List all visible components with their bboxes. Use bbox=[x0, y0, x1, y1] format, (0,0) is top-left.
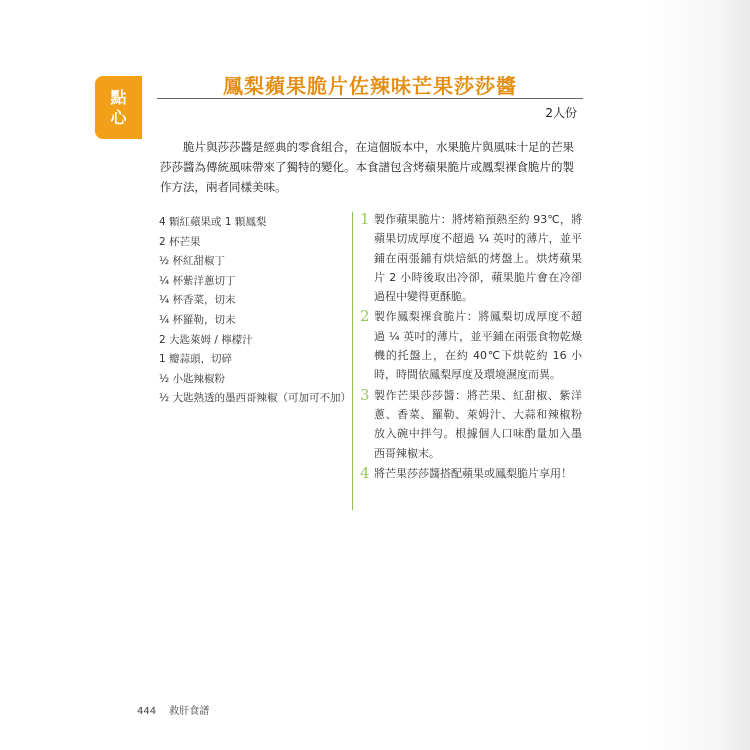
ingredient-item: 4 顆紅蘋果或 1 顆鳳梨 bbox=[159, 216, 267, 228]
step-item bbox=[360, 386, 582, 463]
step-number: 3 bbox=[360, 385, 370, 404]
recipe-intro: 脆片與莎莎醬是經典的零食組合，在這個版本中，水果脆片與風味十足的芒果莎莎醬為傳統風味帶來了獨特的變化。本食譜包含烤蘋果脆片或鳳梨裸食脆片的製作方法，兩者同樣美味。 bbox=[160, 140, 574, 194]
column-divider bbox=[352, 212, 353, 510]
ingredient-item: ½ 杯紅甜椒丁 bbox=[159, 255, 226, 268]
ingredient-item: ¼ 杯香菜，切末 bbox=[159, 294, 236, 307]
step-text: 將芒果莎莎醬搭配蘋果或鳳梨脆片享用！ bbox=[374, 466, 572, 480]
page-number: 444 bbox=[137, 706, 157, 717]
step-number: 4 bbox=[360, 463, 370, 482]
ingredient-list bbox=[159, 213, 359, 409]
step-number: 2 bbox=[360, 307, 370, 326]
step-list bbox=[360, 210, 582, 484]
section-tab bbox=[95, 76, 142, 139]
page-edge-shadow bbox=[645, 0, 750, 750]
ingredient-item: ½ 大匙熟透的墨西哥辣椒（可加可不加） bbox=[159, 392, 352, 405]
ingredient-item: 2 大匙萊姆 / 檸檬汁 bbox=[159, 333, 253, 346]
page-footer bbox=[137, 702, 209, 717]
step-text: 製作芒果莎莎醬：將芒果、紅甜椒、紫洋蔥、香菜、羅勒、萊姆汁、大蒜和辣椒粉放入碗中拌勻。根據個人口味酌量加入墨西哥辣椒末。 bbox=[374, 388, 582, 460]
step-number: 1 bbox=[360, 210, 370, 228]
step-item bbox=[360, 210, 582, 306]
ingredient-item: 2 杯芒果 bbox=[159, 235, 201, 248]
title-rule bbox=[157, 98, 583, 99]
recipe-title: 鳳梨蘋果脆片佐辣味芒果莎莎醬 bbox=[223, 74, 517, 98]
ingredient-item: ¼ 杯紫洋蔥切丁 bbox=[159, 274, 236, 287]
step-item bbox=[360, 464, 582, 483]
section-tab-char-1: 點 bbox=[110, 87, 127, 107]
book-title: 救肝食譜 bbox=[169, 706, 210, 717]
ingredient-item: ½ 小匙辣椒粉 bbox=[159, 372, 226, 385]
servings: 2人份 bbox=[545, 106, 577, 120]
section-tab-char-2: 心 bbox=[110, 107, 127, 127]
step-text: 製作蘋果脆片：將烤箱預熱至約 93℃，將蘋果切成厚度不超過 ¼ 英吋的薄片，並平鋪在兩張鋪有烘焙紙的烤盤上。烘烤蘋果片 2 小時後取出冷卻，蘋果脆片會在冷卻過程中變得更酥脆。 bbox=[374, 213, 582, 304]
step-item bbox=[360, 307, 582, 384]
step-text: 製作鳳梨裸食脆片：將鳳梨切成厚度不超過 ¼ 英吋的薄片，並平鋪在兩張食物乾燥機的托盤上，在約 40℃下烘乾約 16 小時，時間依鳳梨厚度及環境濕度而異。 bbox=[374, 310, 582, 382]
ingredient-item: ¼ 杯羅勒，切末 bbox=[159, 313, 236, 326]
ingredient-item: 1 瓣蒜頭，切碎 bbox=[159, 353, 233, 366]
